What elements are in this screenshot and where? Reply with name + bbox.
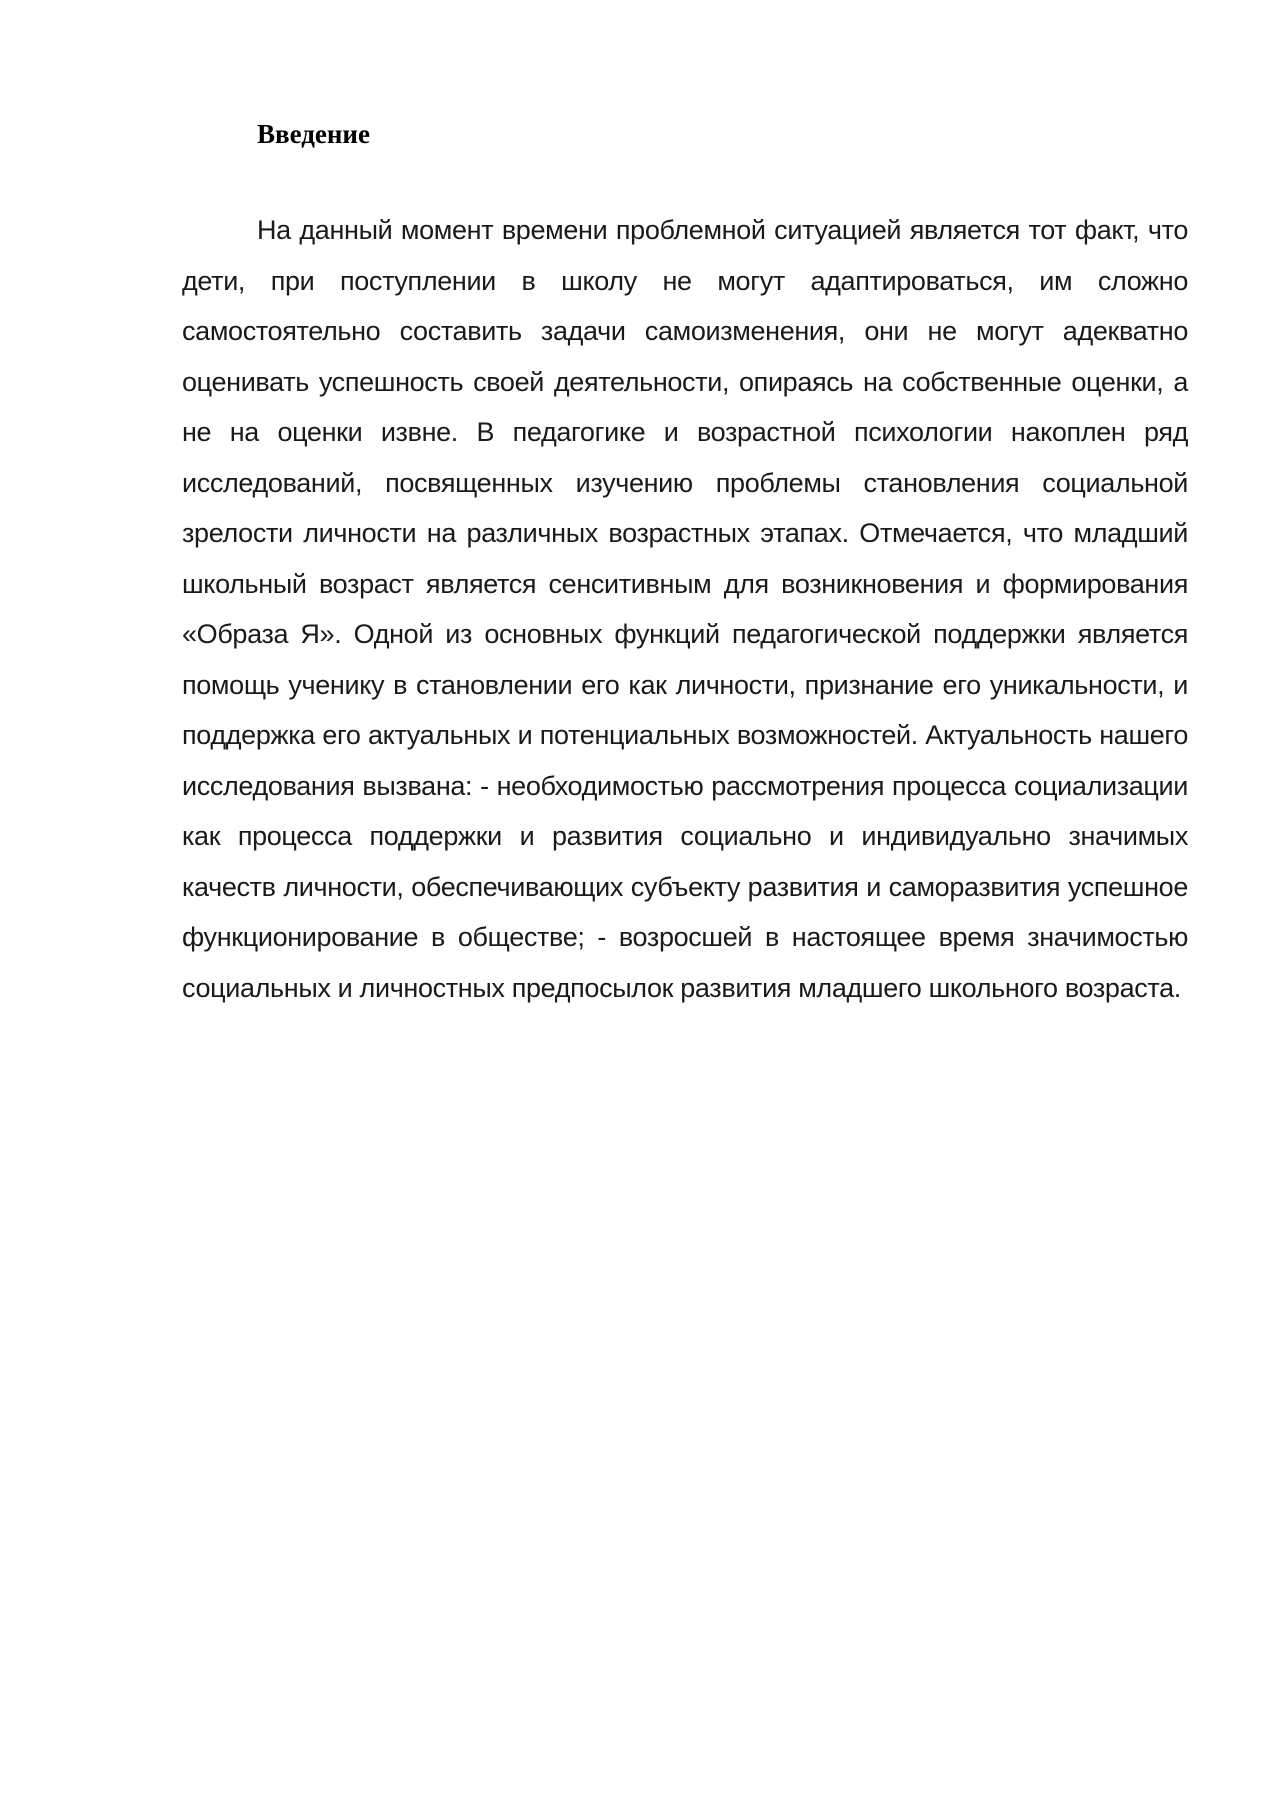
section-heading: Введение bbox=[257, 119, 370, 149]
body-paragraph: На данный момент времени проблемной ситуацией является тот факт, что дети, при поступлении в школу не могут адаптироваться, им сложно самостоятельно составить задачи самоизменения, они не могут адекватно оценивать успешность своей деятельности, опираясь на собственные оценки, а не на оценки извне. В педагогике и возрастной психологии накоплен ряд исследований, посвященных изучению проблемы становления социальной зрелости личности на различных возрастных этапах. Отмечается, что младший школьный возраст является сенситивным для возникновения и формирования «Образа Я». Одной из основных функций педагогической поддержки является помощь ученику в становлении его как личности, признание его уникальности, и поддержка его актуальных и потенциальных возможностей. Актуальность нашего исследования вызвана: - необходимостью рассмотрения процесса социализации как процесса поддержки и развития социально и индивидуально значимых качеств личности, обеспечивающих субъекту развития и саморазвития успешное функционирование в обществе; - возросшей в настоящее время значимостью социальных и личностных предпосылок развития младшего школьного возраста. bbox=[182, 215, 1188, 1003]
